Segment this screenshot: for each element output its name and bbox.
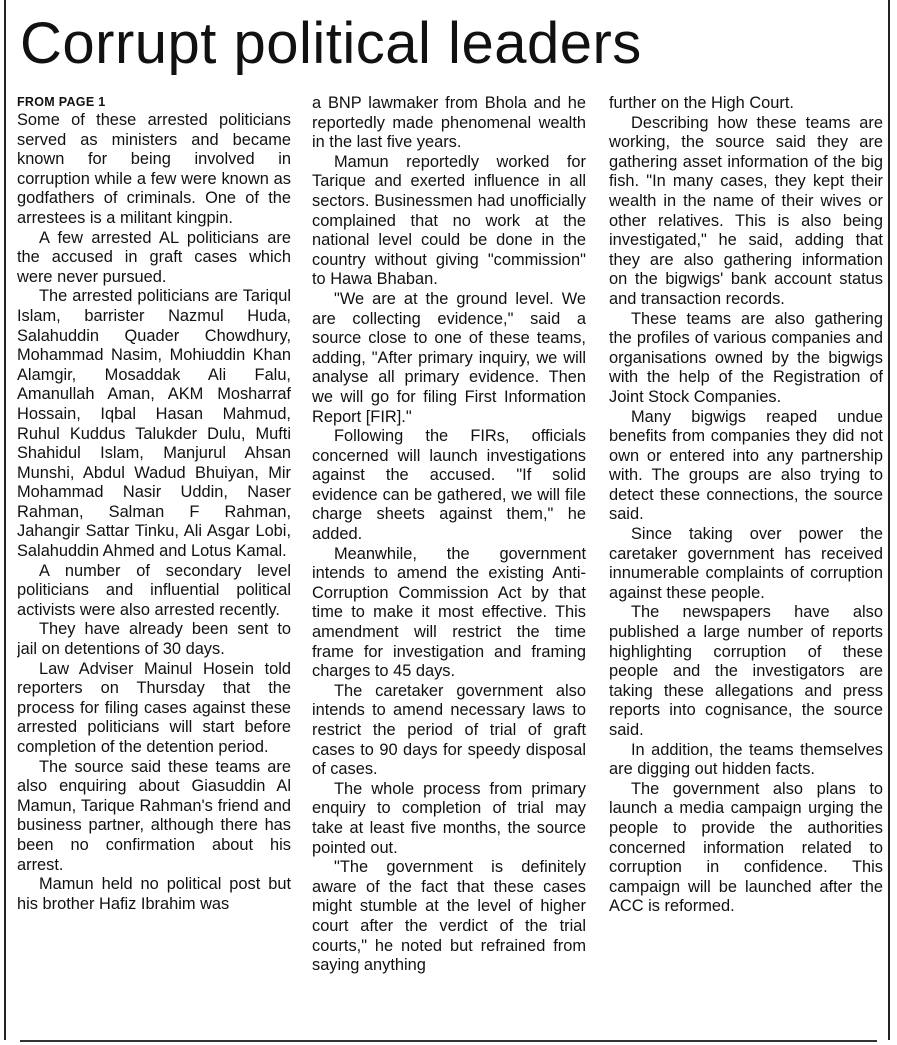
paragraph: A few arrested AL politicians are the accused in graft cases which were never pursued. [17,228,291,286]
paragraph: The whole process from primary enquiry to completion of trial may take at least five months, the source pointed out. [312,779,586,857]
paragraph: "We are at the ground level. We are collecting evidence," said a source close to one of these teams, adding, "After primary inquiry, we will analyse all primary evidence. Then we will go for filing First Information Report [FIR]." [312,289,586,426]
bottom-rule [20,1040,877,1042]
paragraph: In addition, the teams themselves are digging out hidden facts. [609,740,883,779]
headline: Corrupt political leaders [20,11,642,76]
paragraph: Law Adviser Mainul Hosein told reporters on Thursday that the process for filing cases against these arrested politicians will start before completion of the detention period. [17,659,291,756]
paragraph: They have already been sent to jail on detentions of 30 days. [17,620,291,659]
paragraph: The newspapers have also published a large number of reports highlighting corruption of these people and the investigators are taking these allegations and press reports into cognisance, the source said. [609,603,883,739]
paragraph: The government also plans to launch a media campaign urging the people to provide the authorities concerned information related to corruption in confidence. This campaign will be launched after the ACC is reformed. [609,779,883,916]
column-1 [17,94,291,1038]
paragraph: Following the FIRs, officials concerned will launch investigations against the accused. "If solid evidence can be gathered, we will file charge sheets against them," he added. [312,427,586,544]
paragraph: Mamun held no political post but his brother Hafiz Ibrahim was [17,875,291,913]
paragraph: Some of these arrested politicians served as ministers and became known for being involved in corruption while a few were known as godfathers of criminals. One of the arrestees is a militant kingpin. [17,111,291,227]
paragraph: The caretaker government also intends to amend necessary laws to restrict the period of trial of graft cases to 90 days for speedy disposal of cases. [312,681,586,779]
paragraph: Mamun reportedly worked for Tarique and exerted influence in all sectors. Businessmen had unofficially complained that no work at the national level could be done in the country without giving "commission" to Hawa Bhaban. [312,152,586,289]
paragraph: The arrested politicians are Tariqul Islam, barrister Nazmul Huda, Salahuddin Quader Chowdhury, Mohammad Nasim, Mohiuddin Khan Alamgir, Mosaddak Ali Falu, Amanullah Aman, AKM Mosharraf Hossain, Iqbal Hasan Mahmud, Ruhul Kuddus Talukder Dulu, Mufti Shahidul Islam, Manjurul Ahsan Munshi, Abdul Wadud Bhuiyan, Mir Mohammad Nasir Uddin, Naser Rahman, Salman F Rahman, Jahangir Sattar Tinku, Ali Asgar Lobi, Salahuddin Ahmed and Lotus Kamal. [17,287,291,561]
paragraph: Since taking over power the caretaker government has received innumerable complaints of corruption against these people. [609,525,883,602]
dateline: FROM PAGE 1 [17,95,106,109]
paragraph: further on the High Court. [609,94,794,112]
paragraph: Many bigwigs reaped undue benefits from companies they did not own or entered into any partnership with. The groups are also trying to detect these connections, the source said. [609,407,883,524]
column-2 [312,94,586,1038]
paragraph: The source said these teams are also enquiring about Giasuddin Al Mamun, Tarique Rahman's friend and business partner, although there has been no confirmation about his arrest. [17,757,291,874]
paragraph: a BNP lawmaker from Bhola and he reportedly made phenomenal wealth in the last five years. [312,94,586,152]
column-3 [609,94,883,1038]
paragraph: Meanwhile, the government intends to amend the existing Anti-Corruption Commission Act by that time to make it most effective. This amendment will restrict the time frame for investigation and framing charges to 45 days. [312,544,586,681]
paragraph: Describing how these teams are working, the source said they are gathering asset information of the big fish. "In many cases, they kept their wealth in the name of their wives or other relatives. This is also being investigated," he said, adding that they are also gathering information on the bigwigs' bank account status and transaction records. [609,113,883,308]
paragraph: "The government is definitely aware of the fact that these cases might stumble at the level of higher court after the verdict of the trial courts," he noted but refrained from saying anything [312,858,586,975]
paragraph: These teams are also gathering the profiles of various companies and organisations owned by the bigwigs with the help of the Registration of Joint Stock Companies. [609,309,883,406]
paragraph: A number of secondary level politicians and influential political activists were also arrested recently. [17,561,291,619]
